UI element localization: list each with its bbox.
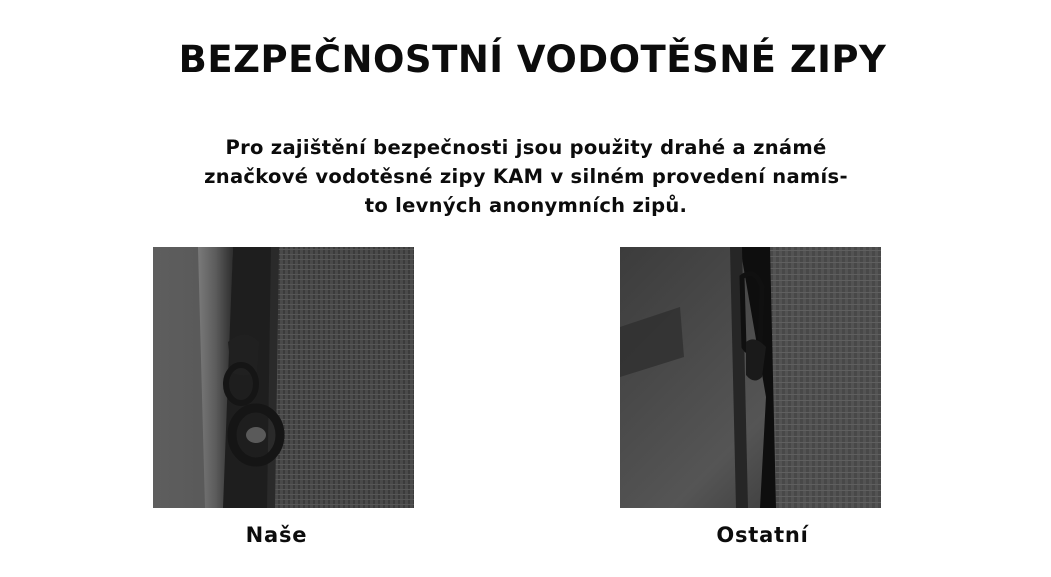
page-title: BEZPEČNOSTNÍ VODOTĚSNÉ ZIPY	[178, 38, 887, 81]
other-zipper-photo	[620, 247, 881, 508]
description-line: Pro zajištění bezpečnosti jsou použity drahé a známé	[225, 136, 827, 159]
description-line: to levných anonymních zipů.	[364, 194, 688, 217]
other-zipper-caption: Ostatní	[716, 523, 809, 547]
description-line: značkové vodotěsné zipy KAM v silném provedení namís-	[204, 165, 848, 188]
our-zipper-photo	[153, 247, 414, 508]
our-zipper-caption: Naše	[245, 523, 308, 547]
description	[150, 133, 902, 220]
